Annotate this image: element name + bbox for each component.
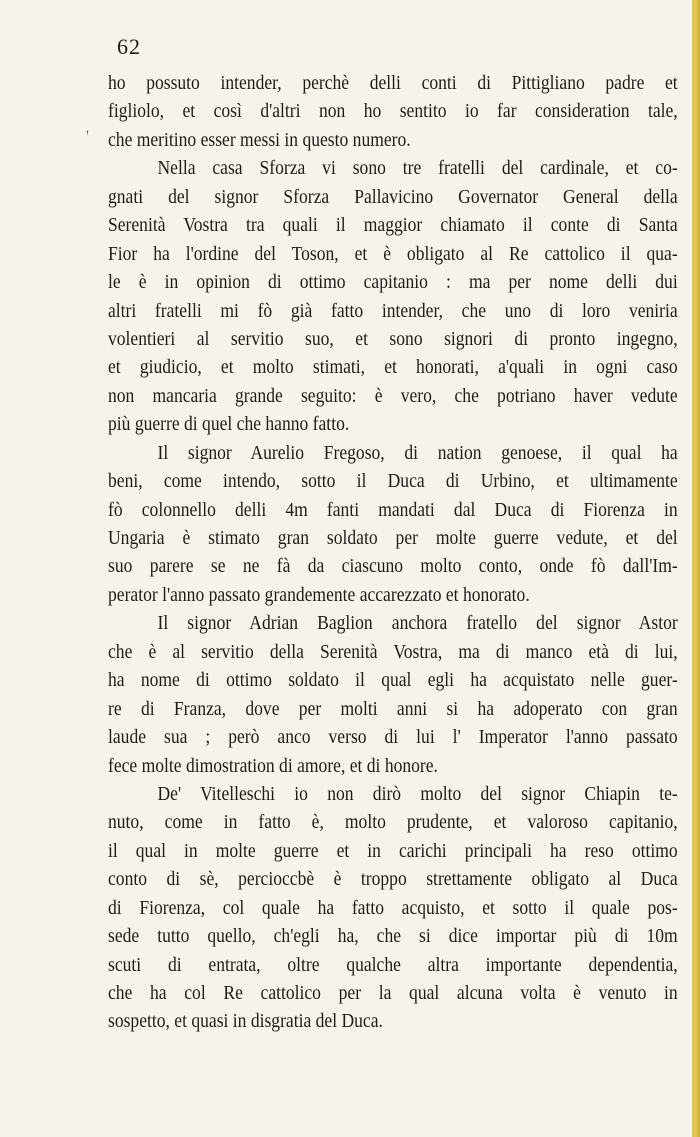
text-line: altri fratelli mi fò già fatto intender, che uno di loro veniria	[108, 300, 678, 322]
text-line: fò colonnello delli 4m fanti mandati dal Duca di Fiorenza in	[108, 499, 678, 521]
text-line: ho possuto intender, perchè delli conti di Pittigliano padre et	[108, 73, 678, 94]
text-line: ha nome di ottimo soldato il qual egli ha acquistato nelle guer-	[108, 670, 678, 692]
text-line: fece molte dimostration di amore, et di honore.	[108, 755, 438, 777]
text-line: perator l'anno passato grandemente accarezzato et honorato.	[108, 584, 530, 606]
text-line: non mancaria grande seguito: è vero, che potriano haver vedute	[108, 385, 678, 407]
text-line: sospetto, et quasi in disgratia del Duca.	[108, 1011, 383, 1033]
text-line: il qual in molte guerre et in carichi principali ha reso ottimo	[108, 840, 678, 862]
text-line: Fior ha l'ordine del Toson, et è obligato al Re cattolico il qua-	[108, 243, 678, 265]
text-line: figliolo, et così d'altri non ho sentito io far consideration tale,	[108, 101, 678, 123]
text-line: che meritino esser messi in questo numero.	[108, 129, 411, 151]
margin-mark: '	[86, 128, 89, 145]
text-line: più guerre di quel che hanno fatto.	[108, 414, 350, 436]
text-line: gnati del signor Sforza Pallavicino Governator General della	[108, 186, 678, 208]
text-line: De' Vitelleschi io non dirò molto del signor Chiapin te-	[157, 783, 678, 805]
text-line: scuti di entrata, oltre qualche altra importante dependentia,	[108, 954, 678, 976]
text-line: Il signor Adrian Baglion anchora fratello del signor Astor	[157, 613, 678, 635]
page-number: 62	[117, 34, 141, 59]
text-line: le è in opinion di ottimo capitanio : ma per nome delli dui	[108, 272, 678, 294]
text-line: nuto, come in fatto è, molto prudente, et valoroso capitanio,	[108, 812, 678, 834]
text-line: laude sua ; però anco verso di lui l' Imperator l'anno passato	[108, 727, 678, 749]
text-line: Nella casa Sforza vi sono tre fratelli del cardinale, et co-	[157, 158, 678, 180]
text-line: Serenità Vostra tra quali il maggior chiamato il conte di Santa	[108, 215, 678, 237]
text-line: Il signor Aurelio Fregoso, di nation genoese, il qual ha	[157, 442, 678, 464]
text-line: che è al servitio della Serenità Vostra, ma di manco età di lui,	[108, 641, 678, 663]
text-line: et giudicio, et molto stimati, et honorati, a'quali in ogni caso	[108, 357, 678, 379]
text-line: suo parere se ne fà da ciascuno molto conto, onde fò dall'Im-	[108, 556, 678, 578]
text-line: Ungaria è stimato gran soldato per molte guerre vedute, et del	[108, 528, 678, 549]
page-edge	[692, 0, 700, 1137]
text-line: conto di sè, percioccbè è troppo strettamente obligato al Duca	[108, 869, 678, 891]
text-line: re di Franza, dove per molti anni si ha adoperato con gran	[108, 698, 678, 720]
text-line: sede tutto quello, ch'egli ha, che si dice importar più di 10m	[108, 926, 678, 948]
text-line: beni, come intendo, sotto il Duca di Urbino, et ultimamente	[108, 471, 678, 493]
text-line: di Fiorenza, col quale ha fatto acquisto, et sotto il quale pos-	[108, 897, 678, 919]
text-line: volentieri al servitio suo, et sono signori di pronto ingegno,	[108, 328, 678, 350]
text-line: che ha col Re cattolico per la qual alcuna volta è venuto in	[108, 983, 678, 1004]
body-text	[108, 70, 678, 1037]
